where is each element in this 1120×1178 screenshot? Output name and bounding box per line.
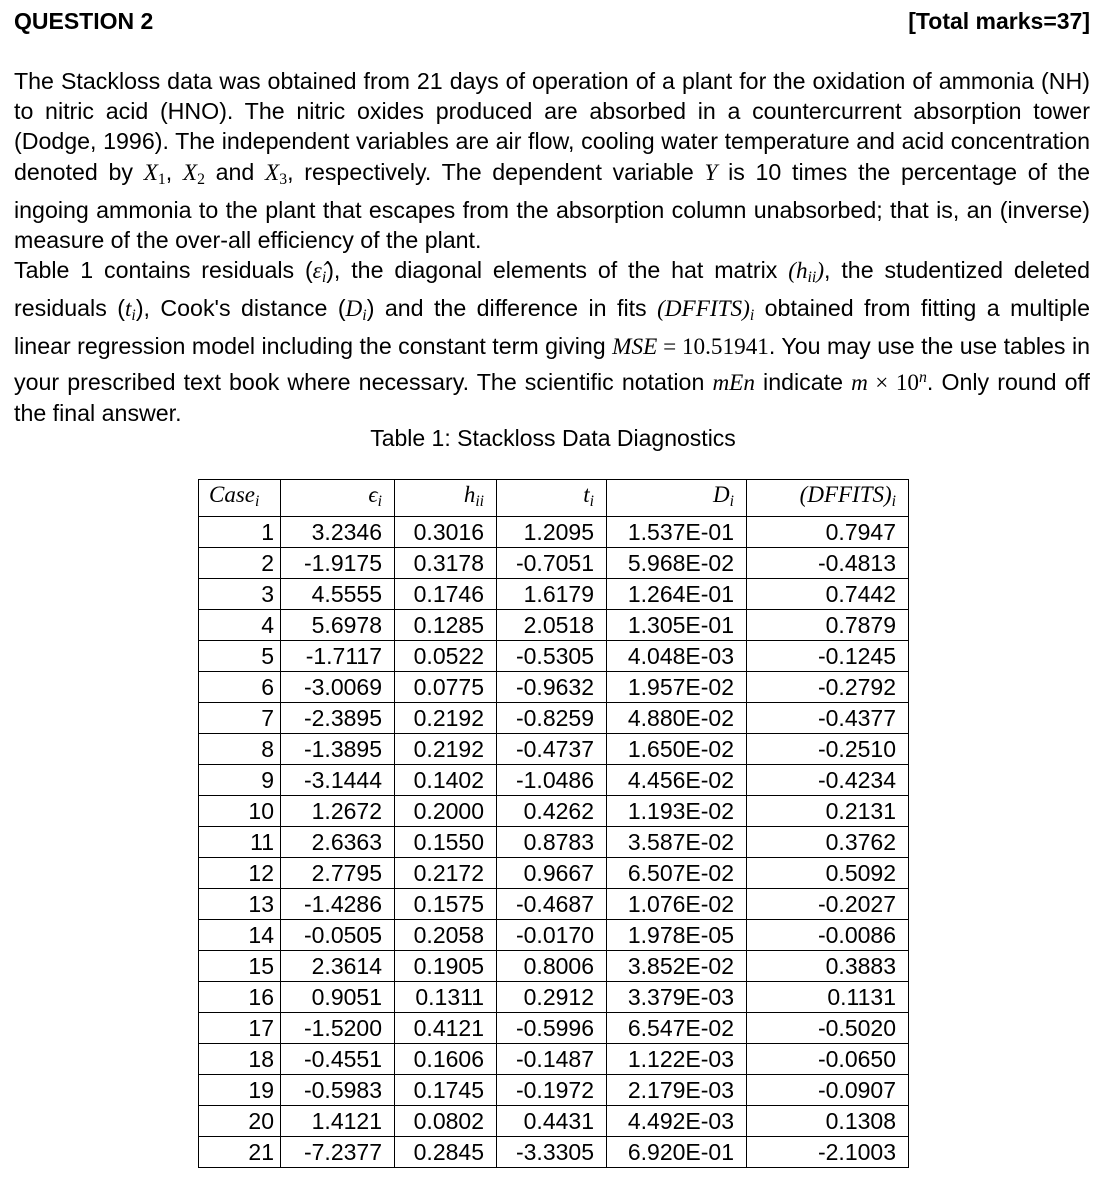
cell-cooks-d: 1.076E-02: [607, 888, 747, 919]
table-row: [199, 981, 909, 1012]
cell-cooks-d: 4.048E-03: [607, 640, 747, 671]
table-row: [199, 1074, 909, 1105]
cell-dffits: -0.0086: [747, 919, 909, 950]
cell-hat-diag: 0.1745: [395, 1074, 497, 1105]
cell-cooks-d: 1.264E-01: [607, 578, 747, 609]
cell-dffits: -0.1245: [747, 640, 909, 671]
cell-dffits: -0.4813: [747, 547, 909, 578]
math-t: $t_i$: [124, 296, 136, 325]
text-fragment: Table 1 contains residuals (: [14, 257, 313, 284]
cell-hat-diag: 0.2845: [395, 1136, 497, 1167]
cell-residual: 0.9051: [281, 981, 395, 1012]
cell-residual: 4.5555: [281, 578, 395, 609]
table-row: [199, 1105, 909, 1136]
paragraph-description: [14, 66, 1090, 255]
cell-t: -0.1972: [497, 1074, 607, 1105]
cell-residual: 1.4121: [281, 1105, 395, 1136]
text-fragment: . Only round off the final answer.: [14, 368, 1090, 426]
cell-cooks-d: 2.179E-03: [607, 1074, 747, 1105]
cell-hat-diag: 0.1311: [395, 981, 497, 1012]
table-row: [199, 640, 909, 671]
text-fragment: ) and the difference in fits: [366, 295, 658, 322]
cell-residual: -1.3895: [281, 733, 395, 764]
cell-case: 11: [199, 826, 281, 857]
cell-t: -0.7051: [497, 547, 607, 578]
cell-case: 5: [199, 640, 281, 671]
cell-hat-diag: 0.1550: [395, 826, 497, 857]
math-hat-diag: $(h_{ii})$: [788, 258, 825, 287]
cell-dffits: 0.1308: [747, 1105, 909, 1136]
cell-dffits: 0.3883: [747, 950, 909, 981]
cell-case: 12: [199, 857, 281, 888]
cell-case: 15: [199, 950, 281, 981]
table-row: [199, 609, 909, 640]
question-body: [14, 66, 1090, 428]
table-row: [199, 547, 909, 578]
cell-dffits: -0.2792: [747, 671, 909, 702]
table-header-row: [199, 480, 909, 517]
cell-hat-diag: 0.2058: [395, 919, 497, 950]
cell-t: -0.4687: [497, 888, 607, 919]
cell-dffits: -0.2027: [747, 888, 909, 919]
math-d: $D_i$: [345, 296, 367, 325]
table-row: [199, 857, 909, 888]
cell-t: 0.4431: [497, 1105, 607, 1136]
cell-hat-diag: 0.1285: [395, 609, 497, 640]
cell-cooks-d: 4.456E-02: [607, 764, 747, 795]
cell-dffits: -0.4377: [747, 702, 909, 733]
cell-cooks-d: 1.978E-05: [607, 919, 747, 950]
cell-residual: -1.4286: [281, 888, 395, 919]
cell-residual: -2.3895: [281, 702, 395, 733]
math-x3: X3: [265, 159, 288, 188]
header-case: Case$_i$: [199, 480, 281, 517]
cell-dffits: -0.0907: [747, 1074, 909, 1105]
cell-t: -3.3305: [497, 1136, 607, 1167]
cell-hat-diag: 0.0802: [395, 1105, 497, 1136]
table-row: [199, 919, 909, 950]
cell-residual: 2.3614: [281, 950, 395, 981]
text-fragment: The Stackloss data was obtained from 21 days of operation of a plant for the oxidation of ammonia (NH) to nitric acid (HNO). The nitric oxides produced are absorbed in a countercurrent absorption tower (Dodge, 1996). The independent variables are air flow, cooling water temperature and acid concentration denoted by: [14, 68, 1090, 185]
text-fragment: ), the diagonal elements of the hat matrix: [326, 257, 789, 284]
table-row: [199, 1043, 909, 1074]
total-marks: [Total marks=37]: [908, 8, 1090, 34]
cell-residual: 1.2672: [281, 795, 395, 826]
table-row: [199, 733, 909, 764]
cell-dffits: 0.2131: [747, 795, 909, 826]
cell-t: -0.4737: [497, 733, 607, 764]
table-row: [199, 516, 909, 547]
cell-dffits: -0.5020: [747, 1012, 909, 1043]
cell-residual: -1.7117: [281, 640, 395, 671]
table-row: [199, 578, 909, 609]
cell-t: -0.0170: [497, 919, 607, 950]
cell-t: -1.0486: [497, 764, 607, 795]
cell-hat-diag: 0.4121: [395, 1012, 497, 1043]
math-m: m: [851, 369, 868, 396]
math-residual: $\varepsilon̂_i$: [312, 258, 327, 287]
math-y: Y: [704, 159, 718, 186]
cell-residual: -7.2377: [281, 1136, 395, 1167]
cell-dffits: 0.1131: [747, 981, 909, 1012]
text-fragment: and: [204, 158, 266, 185]
cell-case: 6: [199, 671, 281, 702]
cell-t: 1.2095: [497, 516, 607, 547]
cell-cooks-d: 1.122E-03: [607, 1043, 747, 1074]
text-fragment: ,: [165, 158, 183, 185]
table-body: [199, 516, 909, 1167]
question-header: [14, 8, 1090, 40]
cell-t: 0.9667: [497, 857, 607, 888]
table-row: [199, 950, 909, 981]
cell-case: 8: [199, 733, 281, 764]
cell-t: -0.8259: [497, 702, 607, 733]
header-residual: $\epsilon_i$: [281, 480, 395, 517]
cell-cooks-d: 6.920E-01: [607, 1136, 747, 1167]
cell-hat-diag: 0.3178: [395, 547, 497, 578]
header-dffits: $(DFFITS)_i$: [747, 480, 909, 517]
cell-cooks-d: 6.507E-02: [607, 857, 747, 888]
cell-t: 0.2912: [497, 981, 607, 1012]
cell-t: 2.0518: [497, 609, 607, 640]
math-mse-value: = 10.51941: [657, 334, 769, 361]
math-power: × $10^n$: [867, 368, 927, 396]
cell-case: 16: [199, 981, 281, 1012]
table-row: [199, 1012, 909, 1043]
cell-dffits: -0.0650: [747, 1043, 909, 1074]
cell-case: 13: [199, 888, 281, 919]
text-fragment: ), Cook's distance (: [135, 295, 346, 322]
math-dffits: $(DFFITS)_i$: [657, 296, 755, 325]
cell-cooks-d: 1.957E-02: [607, 671, 747, 702]
cell-t: -0.9632: [497, 671, 607, 702]
cell-case: 2: [199, 547, 281, 578]
cell-t: -0.5305: [497, 640, 607, 671]
cell-hat-diag: 0.0775: [395, 671, 497, 702]
cell-case: 4: [199, 609, 281, 640]
text-fragment: indicate: [754, 368, 852, 395]
cell-hat-diag: 0.2000: [395, 795, 497, 826]
cell-cooks-d: 1.305E-01: [607, 609, 747, 640]
cell-hat-diag: 0.1746: [395, 578, 497, 609]
cell-cooks-d: 4.880E-02: [607, 702, 747, 733]
cell-case: 17: [199, 1012, 281, 1043]
cell-cooks-d: 3.587E-02: [607, 826, 747, 857]
cell-dffits: -2.1003: [747, 1136, 909, 1167]
cell-dffits: 0.7947: [747, 516, 909, 547]
table-row: [199, 702, 909, 733]
cell-cooks-d: 4.492E-03: [607, 1105, 747, 1136]
cell-t: 0.8006: [497, 950, 607, 981]
math-mse: MSE: [612, 334, 658, 361]
cell-residual: -0.4551: [281, 1043, 395, 1074]
cell-case: 20: [199, 1105, 281, 1136]
question-title: QUESTION 2: [14, 8, 154, 34]
cell-t: 0.4262: [497, 795, 607, 826]
paragraph-table-info: [14, 255, 1090, 428]
cell-cooks-d: 5.968E-02: [607, 547, 747, 578]
cell-cooks-d: 1.193E-02: [607, 795, 747, 826]
header-t: $t_i$: [497, 480, 607, 517]
cell-t: -0.5996: [497, 1012, 607, 1043]
cell-dffits: -0.2510: [747, 733, 909, 764]
cell-case: 10: [199, 795, 281, 826]
table-row: [199, 826, 909, 857]
cell-hat-diag: 0.2192: [395, 733, 497, 764]
text-fragment: obtained from fitting a multiple linear regression model including the constant term giving: [14, 295, 1090, 360]
diagnostics-table: [198, 479, 909, 1168]
table-row: [199, 1136, 909, 1167]
cell-hat-diag: 0.1402: [395, 764, 497, 795]
header-hat-diag: $h_{ii}$: [395, 480, 497, 517]
cell-residual: -1.9175: [281, 547, 395, 578]
table-row: [199, 888, 909, 919]
cell-hat-diag: 0.2192: [395, 702, 497, 733]
cell-hat-diag: 0.3016: [395, 516, 497, 547]
math-x2: X2: [182, 159, 205, 188]
cell-cooks-d: 1.537E-01: [607, 516, 747, 547]
cell-cooks-d: 3.379E-03: [607, 981, 747, 1012]
cell-dffits: 0.5092: [747, 857, 909, 888]
cell-hat-diag: 0.1606: [395, 1043, 497, 1074]
table-caption: Table 1: Stackloss Data Diagnostics: [370, 425, 736, 451]
cell-residual: 2.7795: [281, 857, 395, 888]
cell-residual: 3.2346: [281, 516, 395, 547]
math-men: mEn: [712, 369, 755, 396]
cell-residual: 5.6978: [281, 609, 395, 640]
cell-t: -0.1487: [497, 1043, 607, 1074]
cell-residual: -3.1444: [281, 764, 395, 795]
cell-cooks-d: 1.650E-02: [607, 733, 747, 764]
table-row: [199, 764, 909, 795]
cell-hat-diag: 0.0522: [395, 640, 497, 671]
math-x1: X1: [143, 159, 166, 188]
header-cooks-d: $D_i$: [607, 480, 747, 517]
cell-hat-diag: 0.2172: [395, 857, 497, 888]
cell-dffits: 0.7442: [747, 578, 909, 609]
cell-dffits: -0.4234: [747, 764, 909, 795]
cell-residual: -3.0069: [281, 671, 395, 702]
cell-hat-diag: 0.1905: [395, 950, 497, 981]
table-row: [199, 671, 909, 702]
cell-residual: -0.0505: [281, 919, 395, 950]
cell-cooks-d: 3.852E-02: [607, 950, 747, 981]
text-fragment: is 10 times the percentage of the ingoing ammonia to the plant that escapes from the absorption column unabsorbed; that is, an (inverse) measure of the over-all efficiency of the plant.: [14, 158, 1090, 253]
table-row: [199, 795, 909, 826]
cell-case: 14: [199, 919, 281, 950]
cell-case: 9: [199, 764, 281, 795]
text-fragment: , the studentized deleted residuals (: [14, 257, 1090, 322]
cell-case: 18: [199, 1043, 281, 1074]
cell-residual: -1.5200: [281, 1012, 395, 1043]
cell-t: 1.6179: [497, 578, 607, 609]
cell-case: 21: [199, 1136, 281, 1167]
cell-residual: 2.6363: [281, 826, 395, 857]
cell-t: 0.8783: [497, 826, 607, 857]
cell-cooks-d: 6.547E-02: [607, 1012, 747, 1043]
cell-case: 19: [199, 1074, 281, 1105]
cell-case: 7: [199, 702, 281, 733]
cell-case: 1: [199, 516, 281, 547]
cell-dffits: 0.7879: [747, 609, 909, 640]
cell-dffits: 0.3762: [747, 826, 909, 857]
cell-case: 3: [199, 578, 281, 609]
cell-residual: -0.5983: [281, 1074, 395, 1105]
cell-hat-diag: 0.1575: [395, 888, 497, 919]
text-fragment: , respectively. The dependent variable: [287, 158, 705, 185]
text-fragment: . You may use the use tables in your prescribed text book where necessary. The scientific notation: [14, 333, 1090, 395]
